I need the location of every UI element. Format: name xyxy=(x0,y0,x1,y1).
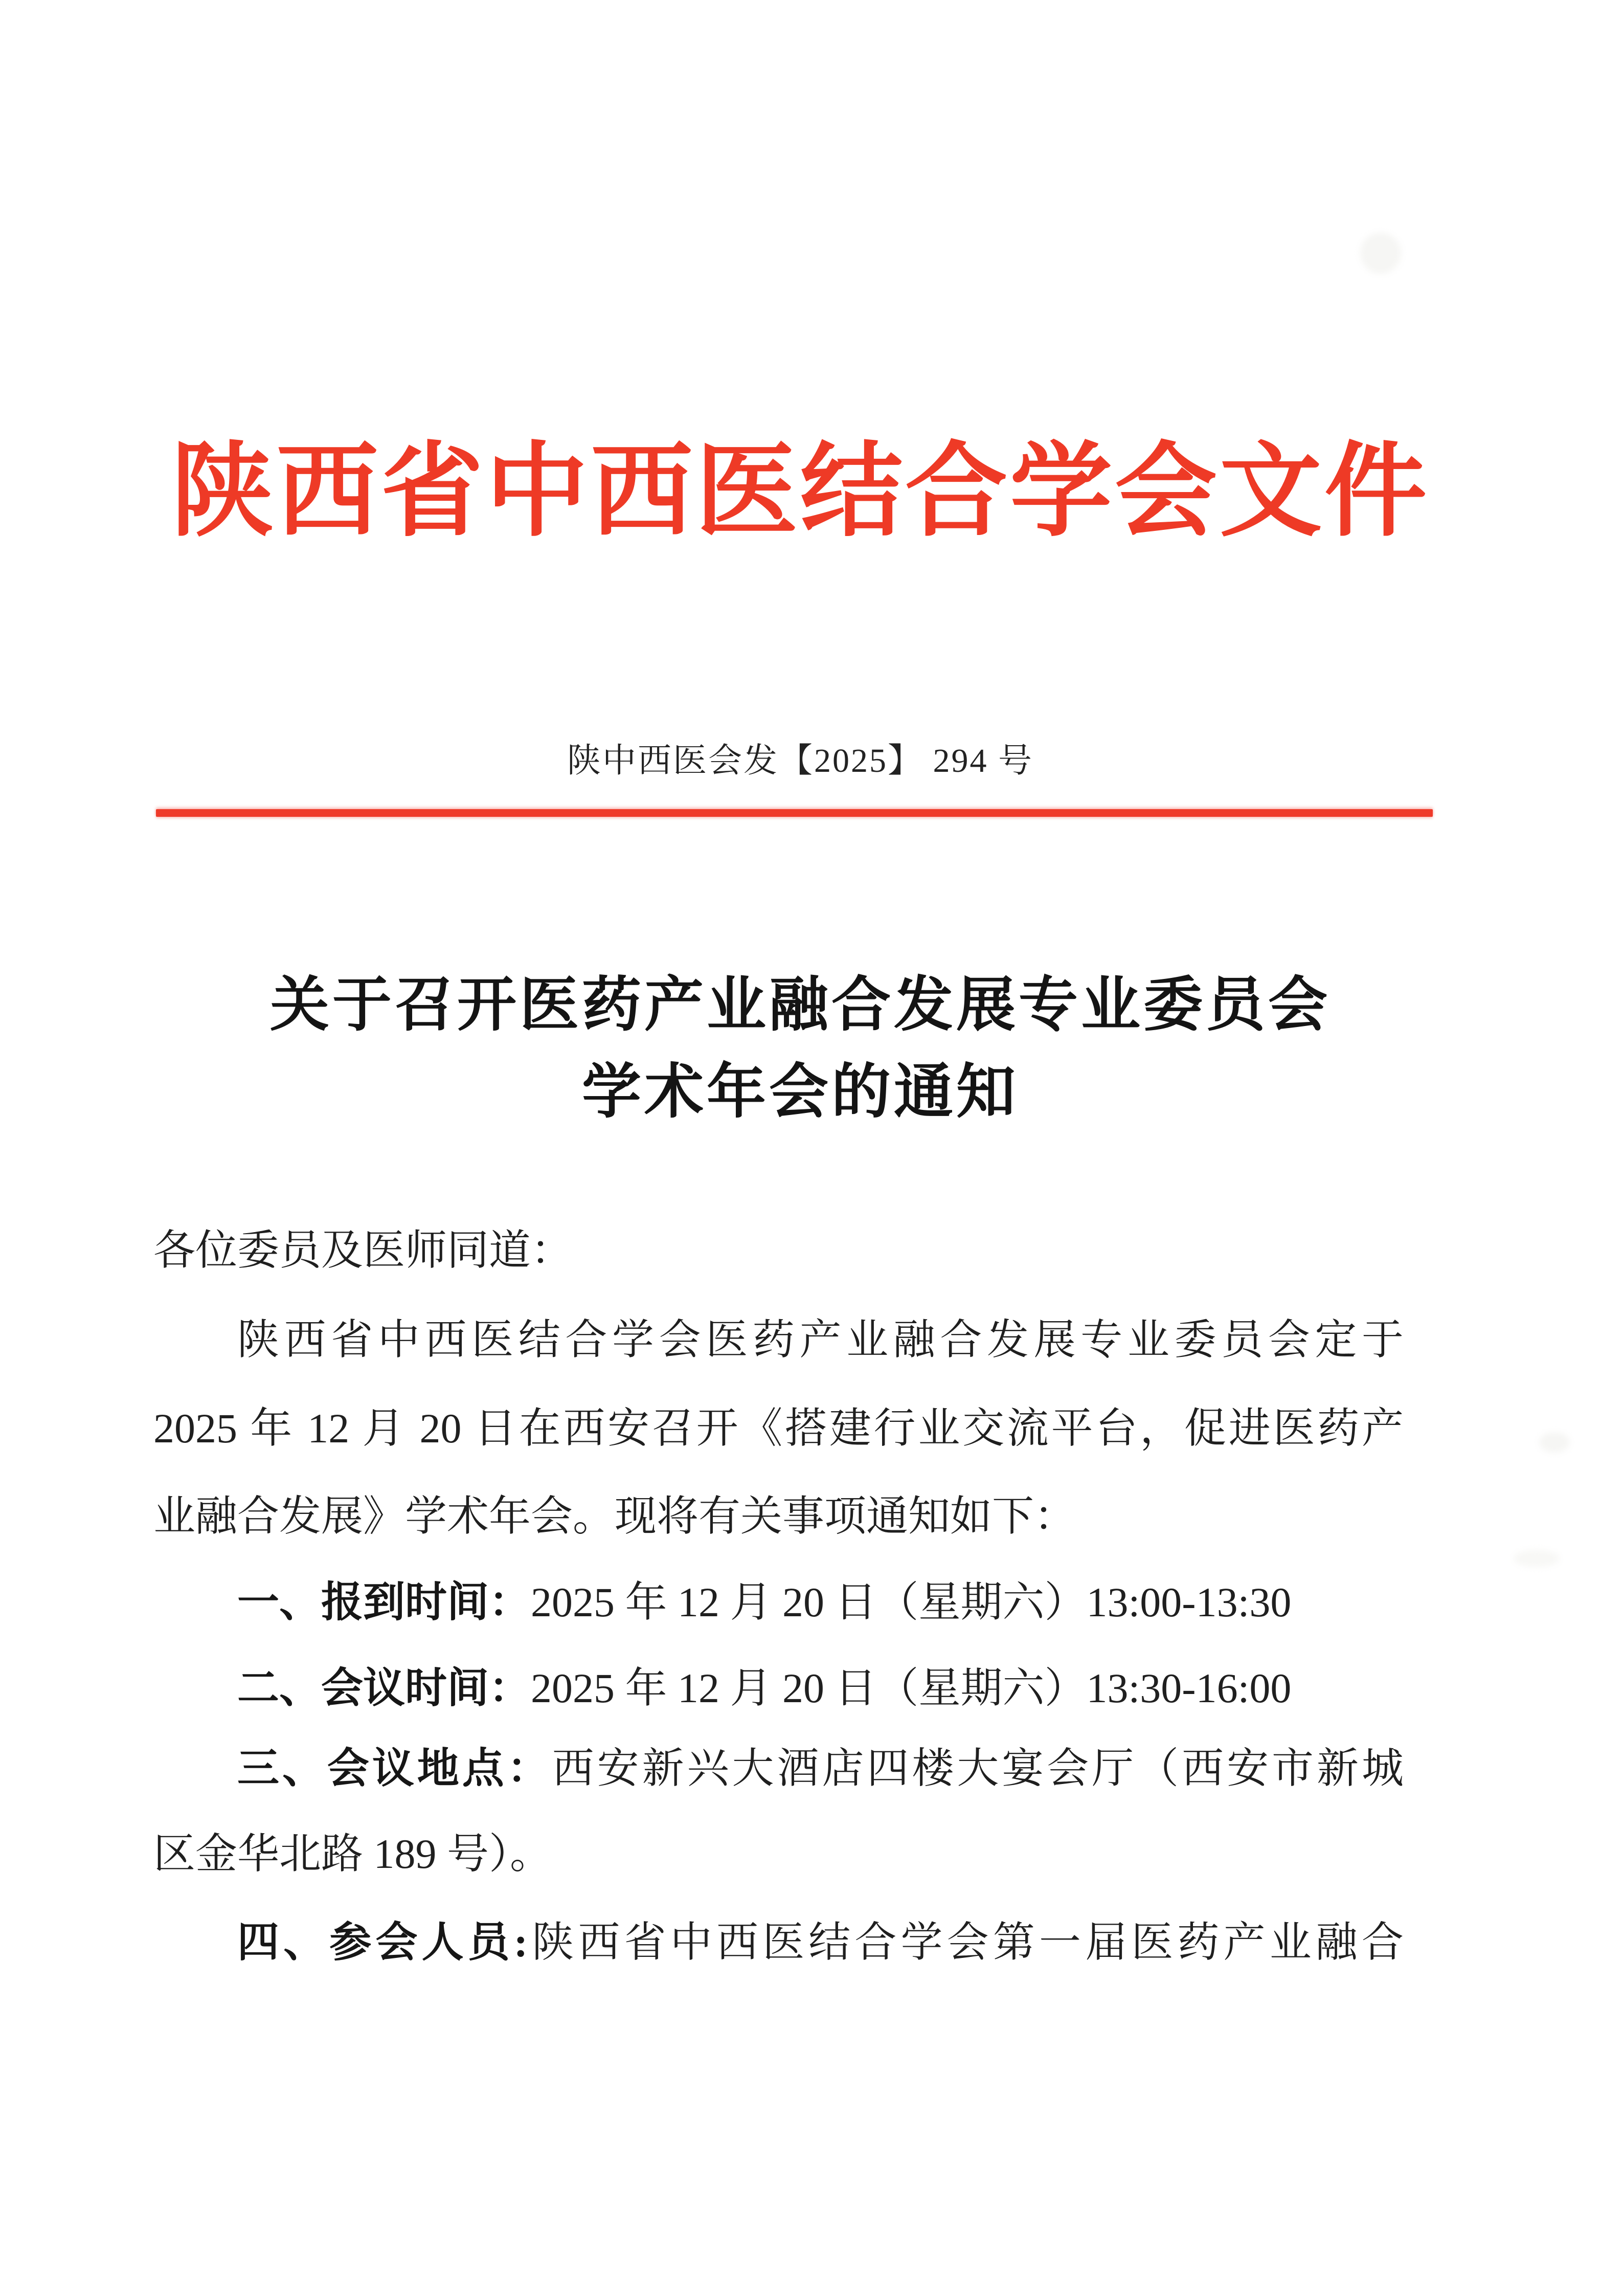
body-line-text: 2025 年 12 月 20 日（星期六）13:00-13:30 xyxy=(531,1579,1292,1625)
body-line-text: 各位委员及医师同道： xyxy=(153,1227,573,1274)
red-divider-line xyxy=(156,809,1433,817)
scan-artifact xyxy=(1360,233,1401,274)
body-line-prefix: 四、参会人员: xyxy=(237,1919,528,1966)
body-line xyxy=(153,1406,1404,1452)
body-line-prefix: 一、报到时间： xyxy=(237,1579,531,1625)
body-line-text: 陕西省中西医结合学会医药产业融合发展专业委员会定于 xyxy=(237,1317,1404,1363)
body-line-meeting-place xyxy=(153,1746,1404,1792)
body-line xyxy=(153,1318,1404,1363)
body-line-text: 西安新兴大酒店四楼大宴会厅（西安市新城 xyxy=(552,1745,1404,1792)
body-line-prefix: 二、会议时间： xyxy=(237,1665,531,1711)
doc-title-line1: 关于召开医药产业融合发展专业委员会 xyxy=(270,973,1331,1038)
scan-artifact xyxy=(1514,1550,1560,1567)
body-line xyxy=(153,1832,1404,1877)
doc-number: 陕中西医会发【2025】 294 号 xyxy=(567,742,1033,779)
doc-title-line2: 学术年会的通知 xyxy=(582,1060,1019,1125)
body-line-text: 陕西省中西医结合学会第一届医药产业融合 xyxy=(528,1919,1404,1966)
body-line-meeting-time xyxy=(153,1666,1404,1711)
body-line-text: 2025 年 12 月 20 日在西安召开《搭建行业交流平台，促进医药产 xyxy=(153,1405,1404,1452)
body-line-text: 2025 年 12 月 20 日（星期六）13:30-16:00 xyxy=(531,1665,1292,1711)
body-line-registration-time xyxy=(153,1580,1404,1625)
scan-artifact xyxy=(1539,1432,1570,1453)
body-line-text: 区金华北路 189 号）。 xyxy=(153,1831,552,1877)
body-line xyxy=(153,1494,1404,1540)
body-line-attendees xyxy=(153,1920,1404,1966)
body-line-prefix: 三、会议地点： xyxy=(237,1745,552,1792)
body-line-salutation xyxy=(153,1228,1404,1274)
body-line-text: 业融合发展》学术年会。现将有关事项通知如下： xyxy=(153,1493,1076,1540)
org-header-title: 陕西省中西医结合学会文件 xyxy=(171,436,1429,549)
